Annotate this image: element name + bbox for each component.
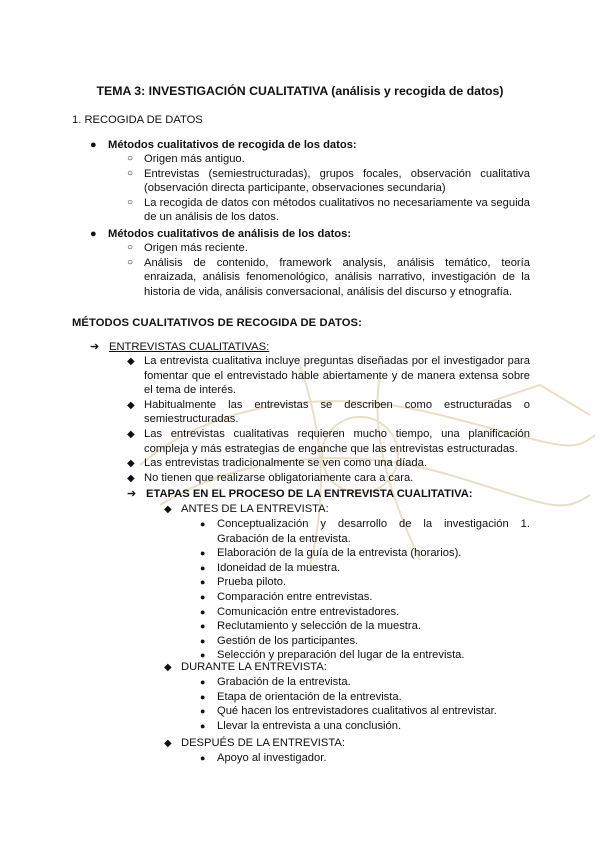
- methods-heading: MÉTODOS CUALITATIVOS DE RECOGIDA DE DATOS:: [72, 317, 362, 329]
- arrow-entrevistas: [90, 340, 269, 355]
- bullet-text: Métodos cualitativos de análisis de los datos:: [108, 228, 352, 240]
- arrow-etapas: [127, 487, 473, 502]
- document-title: TEMA 3: INVESTIGACIÓN CUALITATIVA (análisis y recogida de datos): [96, 84, 504, 98]
- analisis-list: [127, 241, 530, 299]
- list-item: ● Reclutamiento y selección de la muestra.: [200, 620, 421, 633]
- circle-icon: ○: [127, 153, 134, 164]
- stage-label: ANTES DE LA ENTREVISTA:: [181, 503, 329, 515]
- recogida-list: [127, 152, 530, 225]
- bullet-analisis: [90, 227, 530, 242]
- list-item: ○ Origen más antiguo.: [127, 153, 245, 165]
- antes-list: [200, 517, 530, 663]
- circle-icon: ○: [127, 196, 134, 208]
- diamond-icon: ◆: [127, 356, 135, 367]
- list-item: ○ La recogida de datos con métodos cualitativos no necesariamente va seguida de un análisis de los datos.: [127, 196, 530, 224]
- bullet-icon: ●: [200, 591, 206, 602]
- arrow-icon: ➔: [90, 341, 100, 353]
- list-item: ● Comparación entre entrevistas.: [200, 590, 373, 603]
- list-item: ● Gestión de los participantes.: [200, 634, 359, 647]
- list-item: ● Prueba piloto.: [200, 576, 287, 589]
- list-item: ● Etapa de orientación de la entrevista.: [200, 690, 402, 703]
- circle-icon: ○: [127, 242, 134, 253]
- stage-antes: [164, 502, 530, 517]
- entrevistas-label: ENTREVISTAS CUALITATIVAS:: [109, 341, 270, 353]
- list-item: ● Llevar la entrevista a una conclusión.: [200, 719, 402, 732]
- list-item: ● Grabación de la entrevista.: [200, 676, 351, 688]
- stage-despues: [164, 736, 530, 751]
- durante-list: [200, 675, 530, 733]
- diamond-icon: ◆: [164, 738, 172, 749]
- list-item: ● Selección y preparación del lugar de la entrevista.: [200, 649, 465, 662]
- list-item: ○ Entrevistas (semiestructuradas), grupos focales, observación cualitativa (observación directa participante, observaciones secundaria): [127, 167, 530, 195]
- entrevistas-list: [127, 354, 530, 485]
- stage-label: DESPUÉS DE LA ENTREVISTA:: [181, 737, 345, 749]
- bullet-icon: ●: [200, 650, 206, 661]
- arrow-icon: ➔: [127, 488, 137, 500]
- list-item: ◆ No tienen que realizarse obligatoriamente cara a cara.: [127, 471, 530, 486]
- list-item: ● Apoyo al investigador.: [200, 752, 327, 764]
- list-item: ◆ La entrevista cualitativa incluye preguntas diseñadas por el investigador para fomentar que el entrevistado hable abiertamente y de manera extensa sobre el tema de interés.: [127, 355, 530, 397]
- bullet-icon: ●: [90, 228, 97, 240]
- bullet-icon: ●: [200, 720, 206, 731]
- list-item: ◆ Las entrevistas tradicionalmente se ven como una díada.: [127, 456, 530, 471]
- bullet-icon: ●: [200, 548, 206, 559]
- diamond-icon: ◆: [127, 399, 135, 411]
- stage-label: DURANTE LA ENTREVISTA:: [181, 661, 327, 673]
- bullet-icon: ●: [200, 706, 206, 717]
- diamond-icon: ◆: [127, 458, 135, 470]
- list-item: ● Idoneidad de la muestra.: [200, 561, 341, 574]
- list-item: ● Conceptualización y desarrollo de la investigación 1. Grabación de la entrevista.: [200, 518, 530, 545]
- list-item: ○ Origen más reciente.: [127, 242, 248, 254]
- stage-durante: [164, 660, 530, 675]
- diamond-icon: ◆: [127, 428, 135, 440]
- list-item: ● Comunicación entre entrevistadores.: [200, 605, 400, 618]
- diamond-icon: ◆: [164, 504, 172, 515]
- list-item: ● Elaboración de la guía de la entrevista (horarios).: [200, 547, 462, 560]
- bullet-icon: ●: [200, 635, 206, 646]
- bullet-icon: ●: [200, 562, 206, 573]
- bullet-recogida: [90, 138, 530, 153]
- bullet-text: Métodos cualitativos de recogida de los datos:: [108, 139, 357, 151]
- circle-icon: ○: [127, 167, 134, 179]
- bullet-icon: ●: [200, 519, 206, 529]
- diamond-icon: ◆: [164, 662, 172, 673]
- list-item: ○ Análisis de contenido, framework analysis, análisis temático, teoría enraizada, análisis fenomenológico, análisis narrativo, investigación de la historia de vida, análisis conversacional, análisis del discurso y etnografía.: [127, 256, 530, 298]
- bullet-icon: ●: [200, 691, 206, 702]
- list-item: ◆ Habitualmente las entrevistas se describen como estructuradas o semiestructuradas.: [127, 398, 530, 426]
- list-item: ● Qué hacen los entrevistadores cualitativos al entrevistar.: [200, 705, 497, 718]
- list-item: ◆ Las entrevistas cualitativas requieren mucho tiempo, una planificación compleja y más estrategias de enganche que las entrevistas estructuradas.: [127, 427, 530, 455]
- etapas-label: ETAPAS EN EL PROCESO DE LA ENTREVISTA CUALITATIVA:: [146, 488, 473, 500]
- bullet-icon: ●: [200, 606, 206, 617]
- section-heading: 1. RECOGIDA DE DATOS: [72, 114, 203, 126]
- bullet-icon: ●: [200, 621, 206, 632]
- circle-icon: ○: [127, 256, 134, 268]
- bullet-icon: ●: [200, 753, 206, 763]
- diamond-icon: ◆: [127, 472, 135, 484]
- despues-list: [200, 751, 530, 766]
- bullet-icon: ●: [200, 577, 206, 588]
- bullet-icon: ●: [90, 139, 97, 151]
- bullet-icon: ●: [200, 677, 206, 687]
